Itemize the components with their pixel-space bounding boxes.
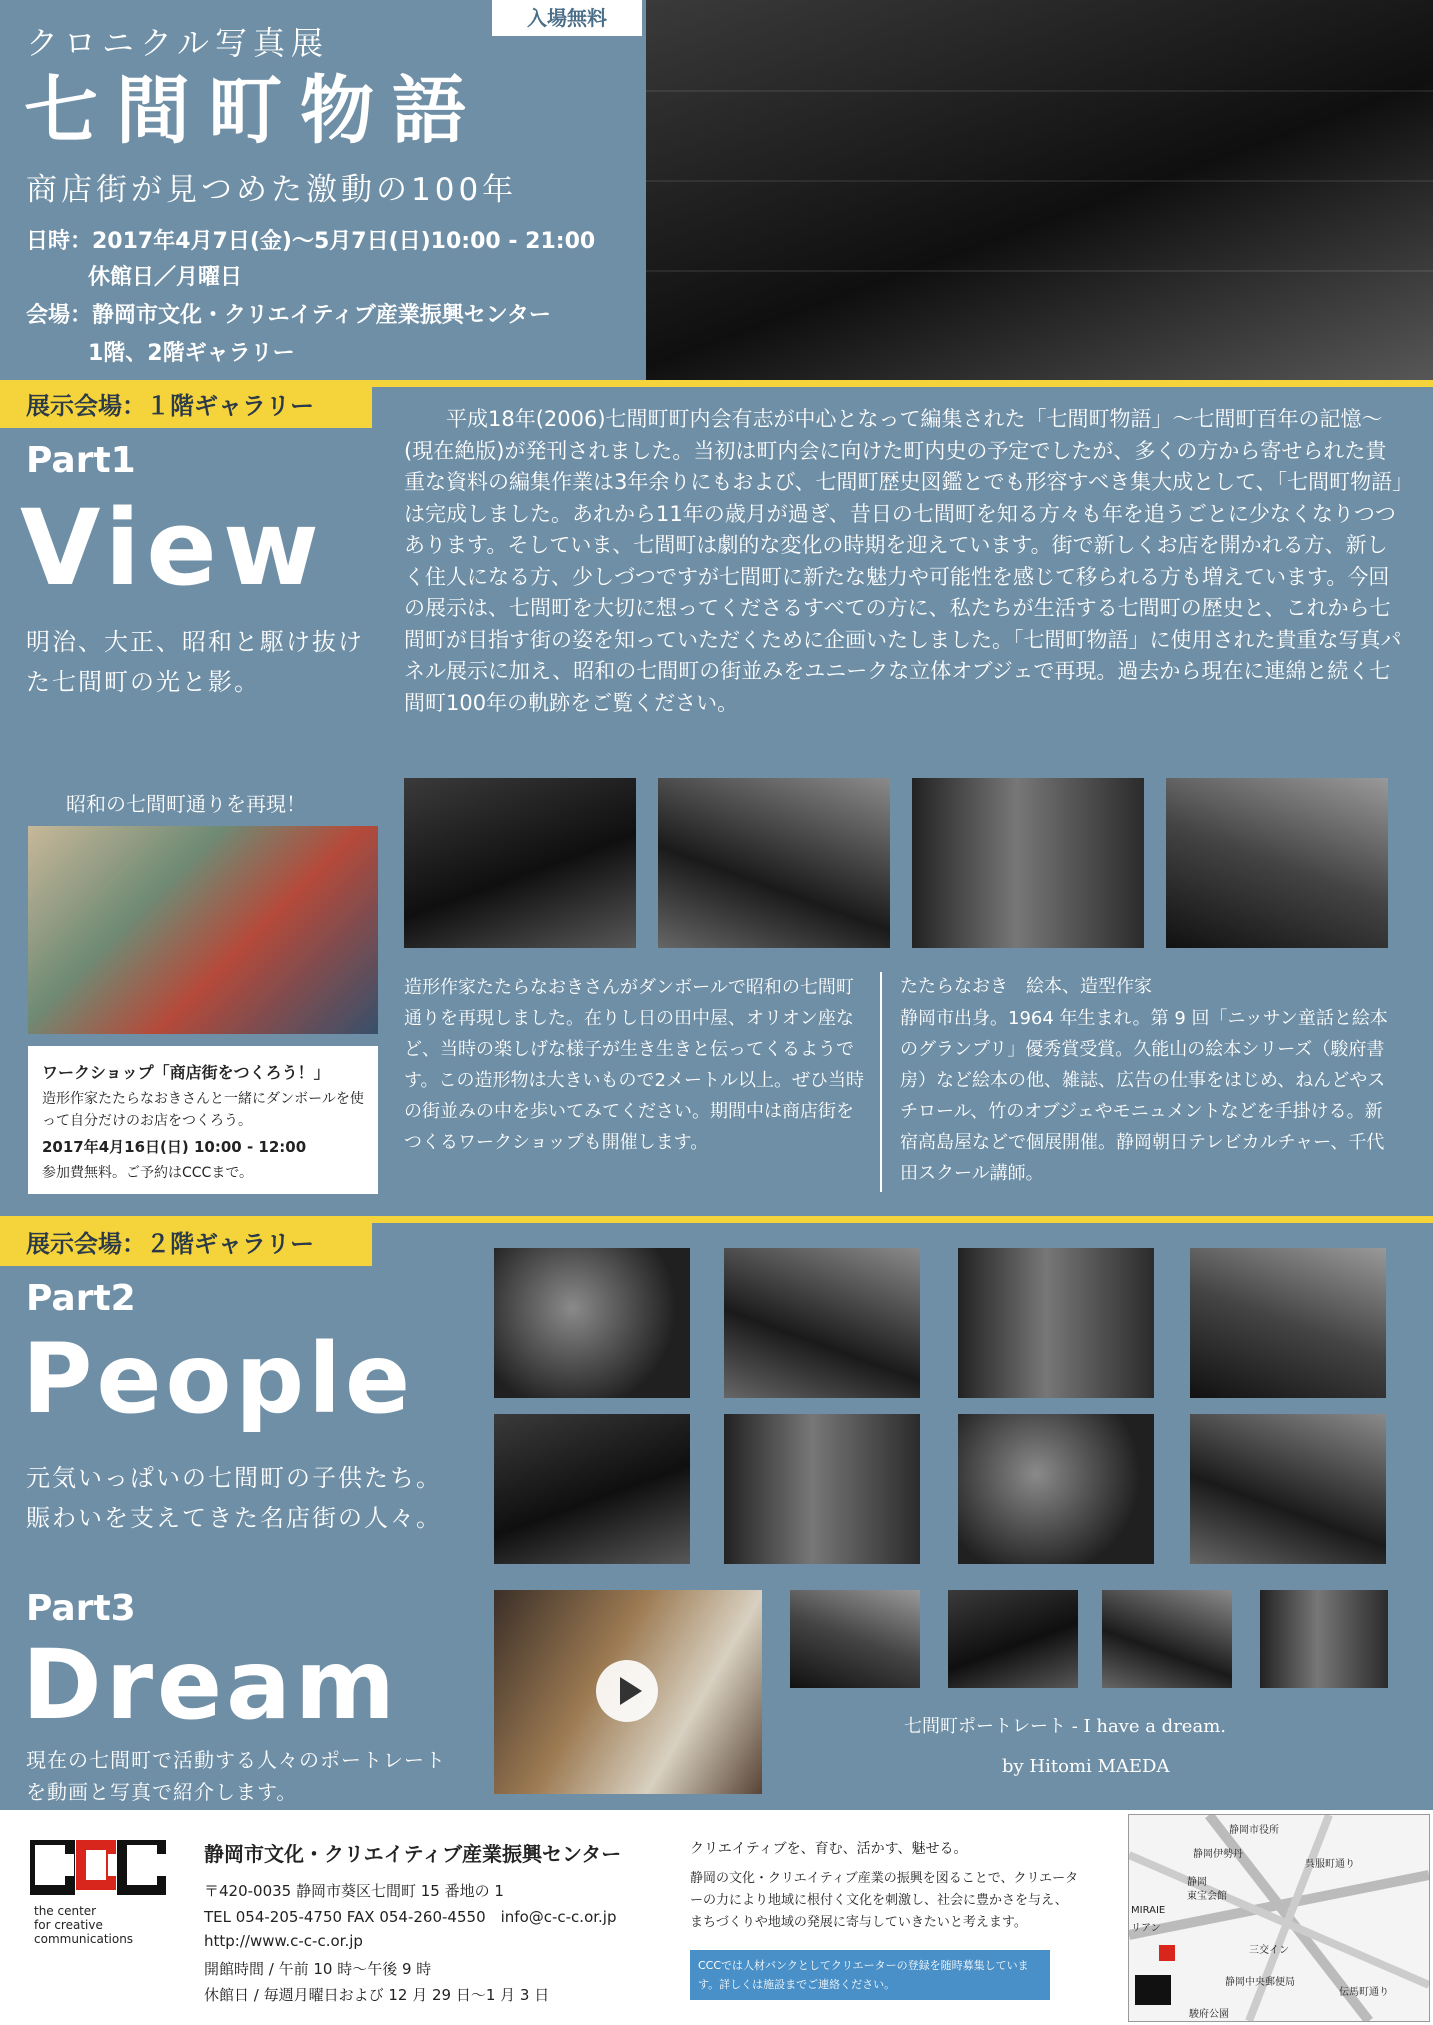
address: 〒420-0035 静岡市葵区七間町 15 番地の 1 [204, 1882, 504, 1900]
part2-tagline-1: 元気いっぱいの七間町の子供たち。 [26, 1464, 442, 1492]
photo-storefront [912, 778, 1144, 948]
org-name: 静岡市文化・クリエイティブ産業振興センター [204, 1842, 622, 1866]
portrait-title: 七間町ポートレート - I have a dream. [904, 1716, 1226, 1737]
part1-label: Part1 [26, 440, 136, 481]
venue-tag-2f: 展示会場：２階ギャラリー [0, 1222, 372, 1266]
mission: 静岡の文化・クリエイティブ産業の振興を図ることで、クリエーターの力により地域に根付く文化を刺激し、社会に豊かさを与え、まちづくりや地域の発展に寄与していきたいと考えます。 [690, 1871, 1079, 1930]
map-label-cityhall: 静岡市役所 [1229, 1825, 1279, 1836]
artist-text: 造形作家たたらなおきさんがダンボールで昭和の七間町通りを再現しました。在りし日の田中屋、オリオン座など、当時の楽しげな様子が生き生きと伝ってくるようです。この造形物は大きいもので2メートル以上。ぜひ当時の街並みの中を歩いてみてください。期間中は商店街をつくるワークショップも開催します。 [404, 977, 865, 1153]
photo-children-group [494, 1248, 690, 1398]
portrait-photo-4 [1260, 1590, 1388, 1688]
photo-old-street [658, 778, 890, 948]
map-label-toho: 東宝会館 [1187, 1891, 1227, 1902]
portrait-photo-2 [948, 1590, 1078, 1688]
bio-text: 静岡市出身。1964 年生まれ。第 9 回「ニッサン童話と絵本のグランプリ」優秀賞受賞。久能山の絵本シリーズ（駿府書房）など絵本の他、雑誌、広告の仕事をはじめ、ねんどやスチロール、竹のオブジェやモニュメントなどを手掛ける。新宿高島屋などで個展開催。静岡朝日テレビカルチャー、千代田スクール講師。 [900, 1008, 1388, 1184]
map-label-rian: リアン [1131, 1923, 1161, 1934]
bio-name: たたらなおき 絵本、造型作家 [900, 976, 1152, 997]
part2-word: People [22, 1323, 415, 1435]
workshop-box [28, 1046, 378, 1194]
map-label-post: 静岡中央郵便局 [1225, 1977, 1295, 1988]
workshop-desc: 造形作家たたらなおきさんと一緒にダンボールを使って自分だけのお店をつくろう。 [42, 1091, 364, 1129]
map-label-inn: 三交イン [1249, 1945, 1289, 1956]
footer [0, 1810, 1433, 2024]
workshop-date: 2017年4月16日(日) 10:00 - 12:00 [42, 1138, 307, 1156]
ccc-logo-mark [30, 1840, 166, 1900]
photo-market-stall [724, 1414, 920, 1564]
series-title: クロニクル写真展 [26, 24, 330, 62]
logo-sub-3: communications [34, 1932, 134, 1946]
slogan: クリエイティブを、育む、活かす、魅せる。 [690, 1841, 968, 1857]
photo-child-eating [1190, 1248, 1386, 1398]
diorama-caption: 昭和の七間町通りを再現！ [66, 792, 306, 816]
part3-label: Part3 [26, 1588, 136, 1629]
subtitle: 商店街が見つめた激動の100年 [26, 172, 518, 208]
photo-parent-child [958, 1414, 1154, 1564]
closed-days: 休館日 / 毎週月曜日および 12 月 29 日～1 月 3 日 [204, 1986, 550, 2004]
part3-tagline-2: を動画と写真で紹介します。 [26, 1780, 298, 1804]
free-entry-badge: 入場無料 [492, 0, 642, 36]
portrait-photo-1 [790, 1590, 920, 1688]
part1-word: View [20, 487, 325, 609]
logo-sub-1: the center [34, 1904, 97, 1918]
map-label-shizuoka: 静岡 [1187, 1877, 1207, 1888]
access-map [1128, 1814, 1430, 2022]
play-icon[interactable] [596, 1660, 658, 1722]
part2-tagline-2: 賑わいを支えてきた名店街の人々。 [26, 1504, 442, 1532]
map-label-miraie: MIRAIE [1131, 1905, 1166, 1916]
photo-two-children [958, 1248, 1154, 1398]
portrait-by: by Hitomi MAEDA [1002, 1756, 1170, 1777]
map-label-gofuku: 呉服町通り [1305, 1859, 1355, 1870]
part2-label: Part2 [26, 1278, 136, 1319]
venue-line: 会場：静岡市文化・クリエイティブ産業振興センター [26, 303, 551, 328]
workshop-note: 参加費無料。ご予約はCCCまで。 [42, 1165, 254, 1181]
part1-tagline: 明治、大正、昭和と駆け抜けた七間町の光と影。 [26, 628, 364, 696]
part3-word: Dream [22, 1629, 399, 1741]
diorama-photo [28, 826, 378, 1034]
main-title: 七間町物語 [24, 68, 484, 154]
ccc-logo [30, 1840, 166, 1900]
date-line: 日時：2017年4月7日(金)～5月7日(日)10:00 - 21:00 [26, 229, 596, 254]
photo-shop-staff [494, 1414, 690, 1564]
portrait-photo-3 [1102, 1590, 1232, 1688]
column-divider [880, 972, 882, 1192]
part3-tagline-1: 現在の七間町で活動する人々のポートレート [26, 1748, 446, 1772]
header-photo-parade [646, 0, 1433, 380]
venue-line-2: 1階、2階ギャラリー [88, 341, 295, 366]
map-label-tenma: 伝馬町通り [1339, 1987, 1389, 1998]
notice-text: CCCでは人材バンクとしてクリエーターの登録を随時募集しています。詳しくは施設までご連絡ください。 [698, 1959, 1029, 1991]
photo-night-street [404, 778, 636, 948]
contact: TEL 054-205-4750 FAX 054-260-4550 info@c-c-c.or.jp [204, 1908, 617, 1926]
part1-body: 平成18年(2006)七間町町内会有志が中心となって編集された「七間町物語」～七間町百年の記憶～(現在絶版)が発刊されました。当初は町内会に向けた町内史の予定でしたが、多くの方から寄せられた貴重な資料の編集作業は3年余りにもおよび、七間町歴史図鑑とでも形容すべき集大成として、「七間町物語」は完成しました。あれから11年の歳月が過ぎ、昔日の七間町を知る方々も年を追うごとに少なくなりつつあります。そしていま、七間町は劇的な変化の時期を迎えています。街で新しくお店を開かれる方、新しく住人になる方、少しづつですが七間町に新たな魅力や可能性を感じて移られる方も増えています。今回の展示は、七間町を大切に想ってくださるすべての方に、私たちが生活する七間町の歴史と、これから七間町が目指す街の姿を知っていただくために企画いたしました。「七間町物語」に使用された貴重な写真パネル展示に加え、昭和の七間町の街並みをユニークな立体オブジェで再現。過去から現在に連綿と続く七間町100年の軌跡をご覧ください。 [404, 407, 1403, 715]
photo-crowd-group [1190, 1414, 1386, 1564]
closed-line: 休館日／月曜日 [88, 265, 243, 290]
photo-baby-smile [724, 1248, 920, 1398]
workshop-title: ワークショップ「商店街をつくろう！」 [42, 1063, 330, 1082]
hours: 開館時間 / 午前 10 時～午後 9 時 [204, 1960, 432, 1978]
venue-tag-1f: 展示会場：１階ギャラリー [0, 384, 372, 428]
map-label-isetan: 静岡伊勢丹 [1193, 1849, 1243, 1860]
logo-sub-2: for creative [34, 1918, 103, 1932]
photo-crowd [1166, 778, 1388, 948]
website-link[interactable]: http://www.c-c-c.or.jp [204, 1932, 363, 1950]
video-thumbnail[interactable] [494, 1590, 762, 1794]
map-label-sunpu: 駿府公園 [1189, 2009, 1229, 2020]
